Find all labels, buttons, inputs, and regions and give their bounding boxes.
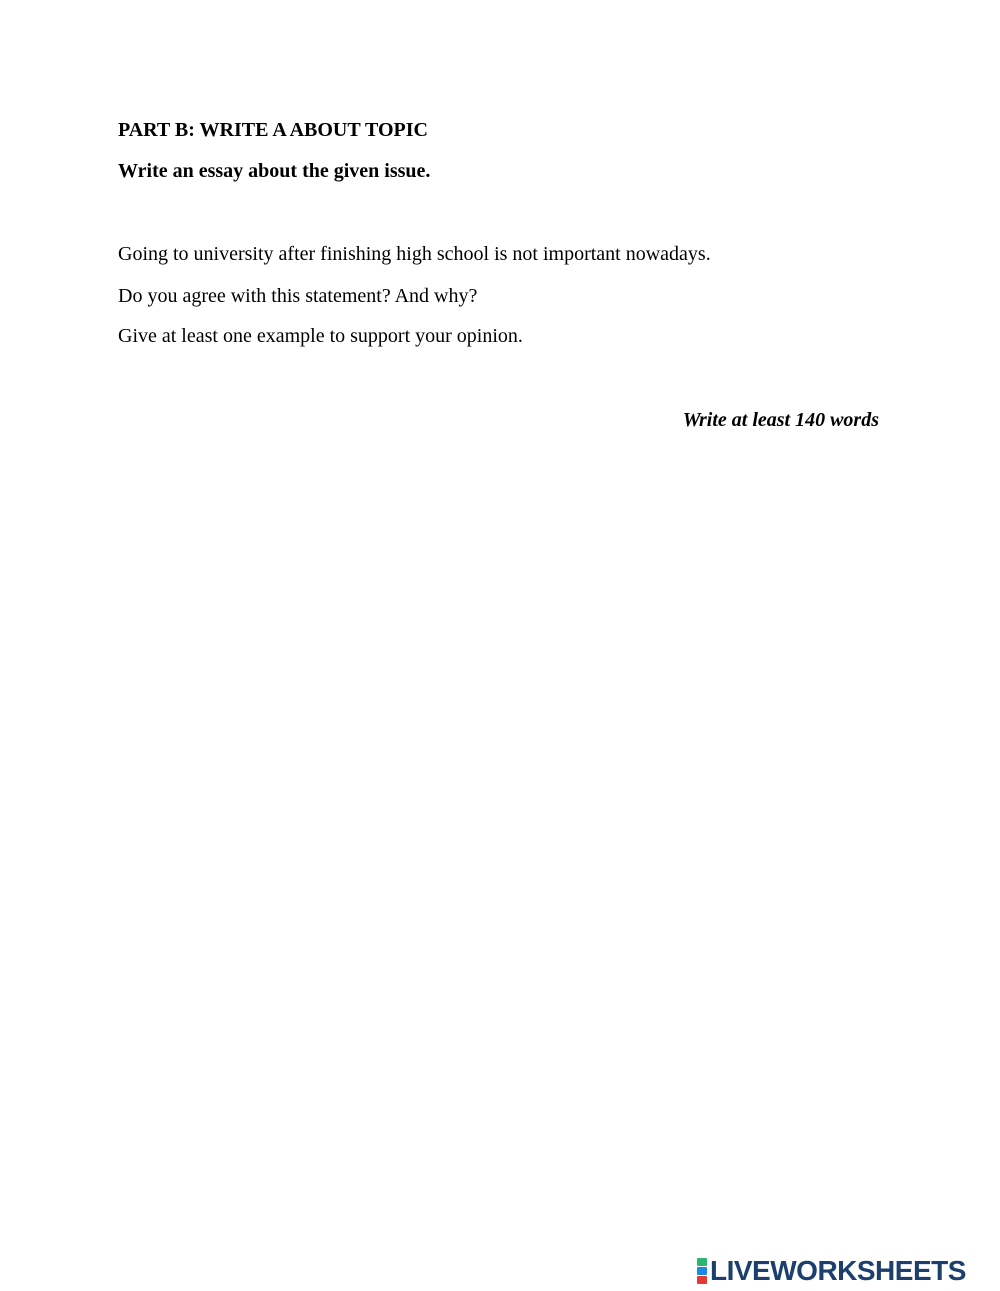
liveworksheets-logo [697, 1256, 966, 1286]
prompt-line-statement: Going to university after finishing high school is not important nowadays. [118, 243, 711, 265]
prompt-line-question: Do you agree with this statement? And why? [118, 285, 478, 307]
logo-mark-square [697, 1258, 707, 1266]
task-instruction: Write an essay about the given issue. [118, 160, 431, 182]
section-heading: PART B: WRITE A ABOUT TOPIC [118, 119, 428, 141]
logo-mark-icon [697, 1258, 707, 1284]
word-count-requirement: Write at least 140 words [682, 409, 879, 431]
logo-text: LIVEWORKSHEETS [710, 1255, 966, 1286]
logo-mark-square [697, 1276, 707, 1284]
prompt-line-example: Give at least one example to support your opinion. [118, 325, 523, 347]
logo-mark-square [697, 1267, 707, 1275]
